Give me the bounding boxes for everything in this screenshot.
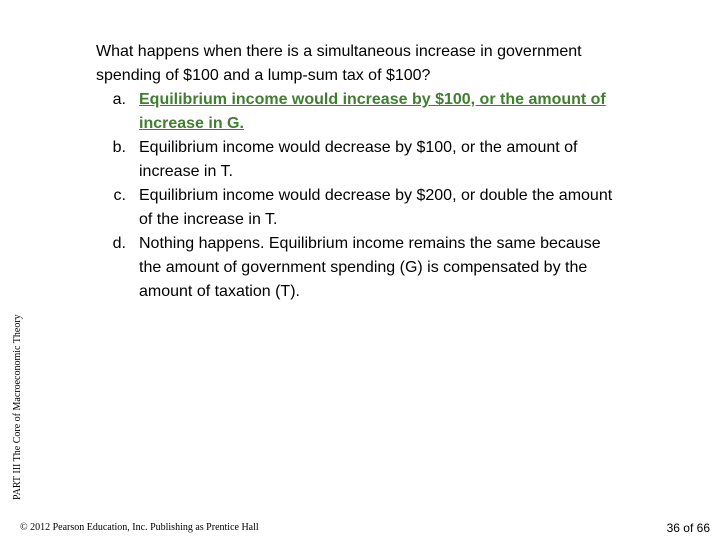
option-letter: a. <box>112 91 126 108</box>
option-d <box>96 232 656 304</box>
option-b <box>96 136 656 184</box>
option-letter: d. <box>112 235 126 252</box>
copyright-notice: © 2012 Pearson Education, Inc. Publishing as Prentice Hall <box>20 522 259 533</box>
page-number: 36 of 66 <box>666 521 710 535</box>
answer-options <box>96 88 656 304</box>
question-text: What happens when there is a simultaneous increase in government spending of $100 and a lump-sum tax of $100? <box>96 43 582 84</box>
part-label: PART III The Core of Macroeconomic Theory <box>12 314 23 500</box>
option-text: Nothing happens. Equilibrium income remains the same because the amount of government spending (G) is compensated by the amount of taxation (T). <box>139 235 601 300</box>
option-text: Equilibrium income would increase by $100, or the amount of increase in G. <box>139 91 606 132</box>
option-c <box>96 184 656 232</box>
option-letter: b. <box>112 139 126 156</box>
option-text: Equilibrium income would decrease by $100, or the amount of increase in T. <box>139 139 578 180</box>
option-a <box>96 88 656 136</box>
option-text: Equilibrium income would decrease by $200, or double the amount of the increase in T. <box>139 187 613 228</box>
option-letter: c. <box>113 187 126 204</box>
